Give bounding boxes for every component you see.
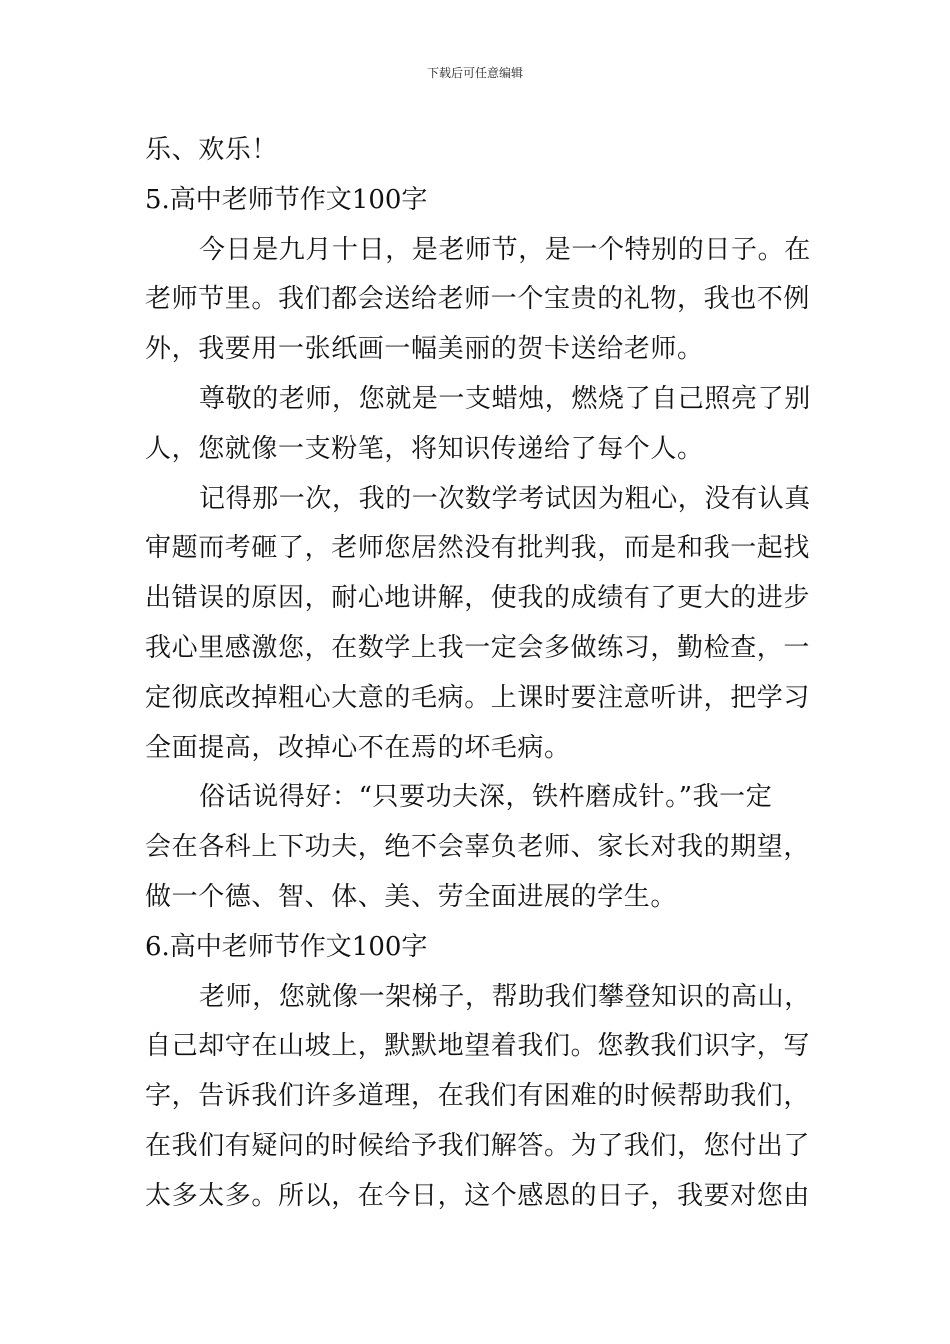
text-line: 太多太多。所以，在今日，这个感恩的日子，我要对您由 [145,1180,811,1211]
text-line: 老师，您就像一架梯子，帮助我们攀登知识的高山， [199,981,811,1012]
text-line: 乐、欢乐！ [145,135,279,165]
text-line: 尊敬的老师，您就是一支蜡烛，燃烧了自己照亮了别 [199,383,811,414]
text-line: 定彻底改掉粗心大意的毛病。上课时要注意听讲，把学习 [145,682,811,713]
text-line: 出错误的原因，耐心地讲解，使我的成绩有了更大的进步 [145,583,811,614]
text-line: 自己却守在山坡上，默默地望着我们。您教我们识字，写 [145,1031,811,1062]
text-line: 俗话说得好：“只要功夫深，铁杵磨成针。”我一定 [199,782,773,813]
section-heading: 6.高中老师节作文100字 [145,931,428,962]
text-line: 会在各科上下功夫，绝不会辜负老师、家长对我的期望， [145,832,811,863]
text-line: 人，您就像一支粉笔，将知识传递给了每个人。 [145,433,704,464]
document-body [145,126,810,1222]
page-header: 下载后可任意编辑 [426,66,523,80]
text-line: 字，告诉我们许多道理，在我们有困难的时候帮助我们， [145,1081,811,1112]
text-line: 记得那一次，我的一次数学考试因为粗心，没有认真 [199,483,811,514]
text-line: 在我们有疑问的时候给予我们解答。为了我们，您付出了 [145,1130,811,1161]
text-line: 审题而考砸了，老师您居然没有批判我，而是和我一起找 [145,533,811,564]
text-line: 我心里感激您，在数学上我一定会多做练习，勤检查，一 [145,632,811,663]
text-line: 做一个德、智、体、美、劳全面进展的学生。 [145,881,678,912]
text-line: 全面提高，改掉心不在焉的坏毛病。 [145,732,571,763]
section-heading: 5.高中老师节作文100字 [145,184,428,215]
text-line: 老师节里。我们都会送给老师一个宝贵的礼物，我也不例 [145,284,811,315]
text-line: 今日是九月十日，是老师节，是一个特别的日子。在 [199,234,811,265]
text-line: 外，我要用一张纸画一幅美丽的贺卡送给老师。 [145,334,704,365]
